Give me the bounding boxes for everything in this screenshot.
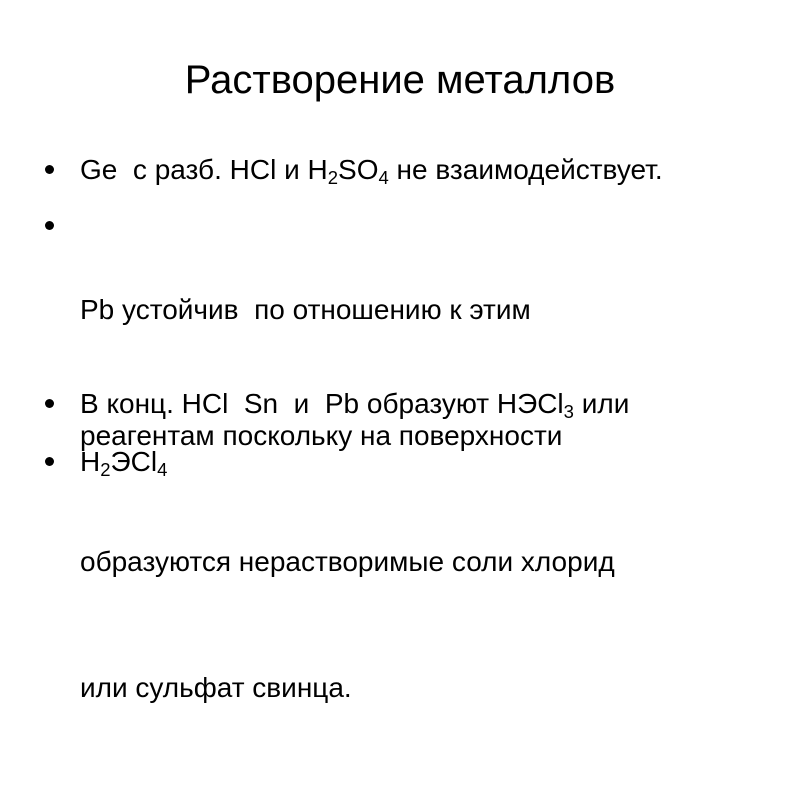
text-segment: SO xyxy=(338,154,379,185)
text-segment: H xyxy=(80,446,101,477)
slide-title: Растворение металлов xyxy=(184,58,616,102)
text-segment: или xyxy=(573,388,630,419)
subscript: 3 xyxy=(563,401,574,423)
bullet-text xyxy=(80,383,629,425)
text-segment: В конц. HCl Sn и Pb образуют HЭCl xyxy=(80,388,564,419)
subscript: 4 xyxy=(157,459,168,481)
text-line: Pb устойчив по отношению к этим xyxy=(80,294,531,325)
bullet-text xyxy=(80,205,615,793)
text-line: образуются нерастворимые соли хлорид xyxy=(80,546,615,577)
bullet-icon xyxy=(45,165,54,174)
bullet-icon xyxy=(45,457,54,466)
subscript: 2 xyxy=(100,459,111,481)
bullet-icon xyxy=(45,221,54,230)
subscript: 2 xyxy=(327,167,339,189)
text-line: реагентам поскольку на поверхности xyxy=(80,420,563,451)
text-line: или сульфат свинца. xyxy=(80,672,352,703)
bullet-text xyxy=(80,441,167,483)
subscript: 4 xyxy=(378,167,389,189)
bullet-text xyxy=(80,149,663,191)
bullet-icon xyxy=(45,399,54,408)
text-segment: Ge с разб. HCl и H xyxy=(80,154,328,185)
text-segment: не взаимодействует. xyxy=(388,154,663,185)
text-segment: ЭCl xyxy=(110,446,158,477)
